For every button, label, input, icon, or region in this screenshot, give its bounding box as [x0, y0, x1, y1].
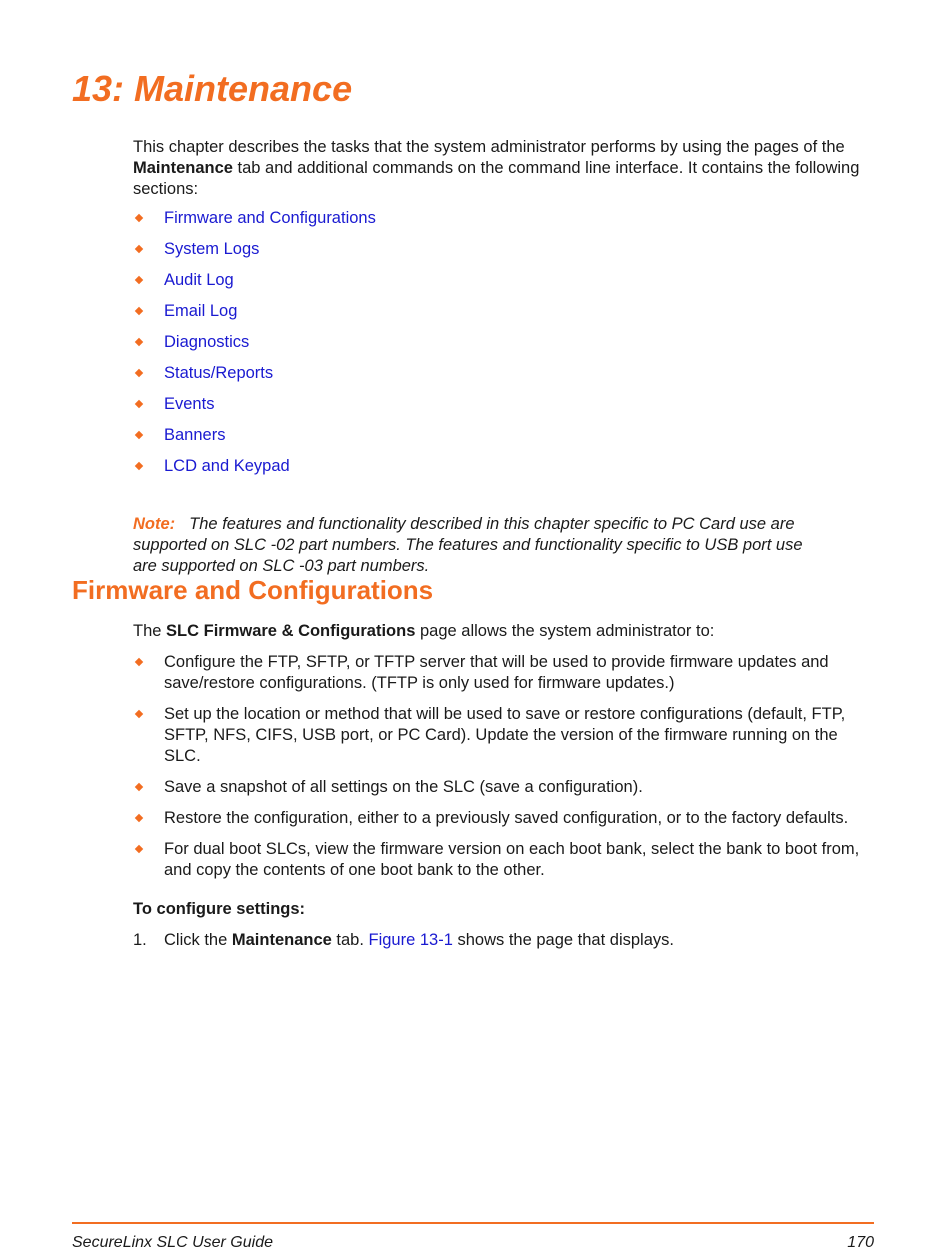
section-link-banners[interactable]: Banners: [164, 426, 226, 444]
section-link-firmware[interactable]: Firmware and Configurations: [164, 209, 376, 227]
bullet-diamond-icon: [135, 814, 143, 822]
bullet-diamond-icon: [135, 276, 143, 284]
bullet-diamond-icon: [135, 307, 143, 315]
list-item: [133, 652, 878, 694]
note-block: [133, 514, 813, 577]
bullet-diamond-icon: [135, 710, 143, 718]
list-item: [133, 363, 878, 384]
intro-text-after: tab and additional commands on the command line interface. It contains the following sections:: [133, 159, 860, 198]
configure-heading: To configure settings:: [133, 900, 306, 918]
bullet-diamond-icon: [135, 845, 143, 853]
intro-paragraph: [133, 137, 878, 200]
section-link-lcd-keypad[interactable]: LCD and Keypad: [164, 457, 290, 475]
section-link-diagnostics[interactable]: Diagnostics: [164, 333, 250, 351]
bullet-diamond-icon: [135, 658, 143, 666]
list-item: [133, 270, 878, 291]
footer-guide-title: SecureLinx SLC User Guide: [72, 1234, 273, 1251]
firmware-intro-after: page allows the system administrator to:: [415, 622, 715, 640]
bullet-diamond-icon: [135, 462, 143, 470]
firmware-capabilities-list: [133, 652, 878, 891]
intro-bold: Maintenance: [133, 159, 233, 177]
capability-text: For dual boot SLCs, view the firmware version on each boot bank, select the bank to boot from, and copy the contents of one boot bank to the other.: [164, 840, 860, 879]
footer-rule: [72, 1222, 874, 1224]
step-text-before: Click the: [164, 931, 232, 949]
list-item: [133, 394, 878, 415]
bullet-diamond-icon: [135, 338, 143, 346]
section-link-status-reports[interactable]: Status/Reports: [164, 364, 274, 382]
bullet-diamond-icon: [135, 369, 143, 377]
section-link-email-log[interactable]: Email Log: [164, 302, 238, 320]
bullet-diamond-icon: [135, 431, 143, 439]
section-title-firmware: Firmware and Configurations: [72, 575, 434, 605]
list-item: [133, 704, 878, 767]
section-link-system-logs[interactable]: System Logs: [164, 240, 260, 258]
section-link-audit-log[interactable]: Audit Log: [164, 271, 234, 289]
capability-text: Save a snapshot of all settings on the SLC (save a configuration).: [164, 778, 643, 796]
list-item: [133, 301, 878, 322]
capability-text: Set up the location or method that will be used to save or restore configurations (default, FTP, SFTP, NFS, CIFS, USB port, or PC Card). Update the version of the firmware running on the SLC.: [164, 705, 846, 765]
list-item: [133, 777, 878, 798]
capability-text: Restore the configuration, either to a previously saved configuration, or to the factory defaults.: [164, 809, 849, 827]
bullet-diamond-icon: [135, 214, 143, 222]
step-1: [133, 930, 878, 951]
step-text-middle: tab.: [331, 931, 369, 949]
section-link-events[interactable]: Events: [164, 395, 215, 413]
list-item: [133, 425, 878, 446]
intro-text-before: This chapter describes the tasks that the system administrator performs by using the pages of the: [133, 138, 845, 156]
chapter-title: 13: Maintenance: [72, 68, 353, 109]
step-text-after: shows the page that displays.: [452, 931, 674, 949]
list-item: [133, 456, 878, 477]
sections-link-list: [133, 208, 878, 487]
step-bold: Maintenance: [231, 931, 332, 949]
bullet-diamond-icon: [135, 783, 143, 791]
step-number: 1.: [133, 931, 147, 949]
note-label: Note:: [133, 514, 176, 533]
list-item: [133, 332, 878, 353]
list-item: [133, 239, 878, 260]
list-item: [133, 208, 878, 229]
firmware-intro-before: The: [133, 622, 167, 640]
footer-page-number: 170: [847, 1234, 874, 1251]
bullet-diamond-icon: [135, 400, 143, 408]
capability-text: Configure the FTP, SFTP, or TFTP server that will be used to provide firmware updates and save/restore configurations. (TFTP is only used for firmware updates.): [164, 653, 829, 692]
firmware-intro-bold: SLC Firmware & Configurations: [166, 622, 416, 640]
list-item: [133, 808, 878, 829]
firmware-intro: [133, 621, 878, 642]
note-text: The features and functionality described in this chapter specific to PC Card use are supported on SLC -02 part numbers. The features and functionality specific to USB port use are supported on SLC -03 part numbers.: [133, 514, 803, 575]
bullet-diamond-icon: [135, 245, 143, 253]
figure-13-1-link[interactable]: Figure 13-1: [368, 931, 453, 949]
list-item: [133, 839, 878, 881]
